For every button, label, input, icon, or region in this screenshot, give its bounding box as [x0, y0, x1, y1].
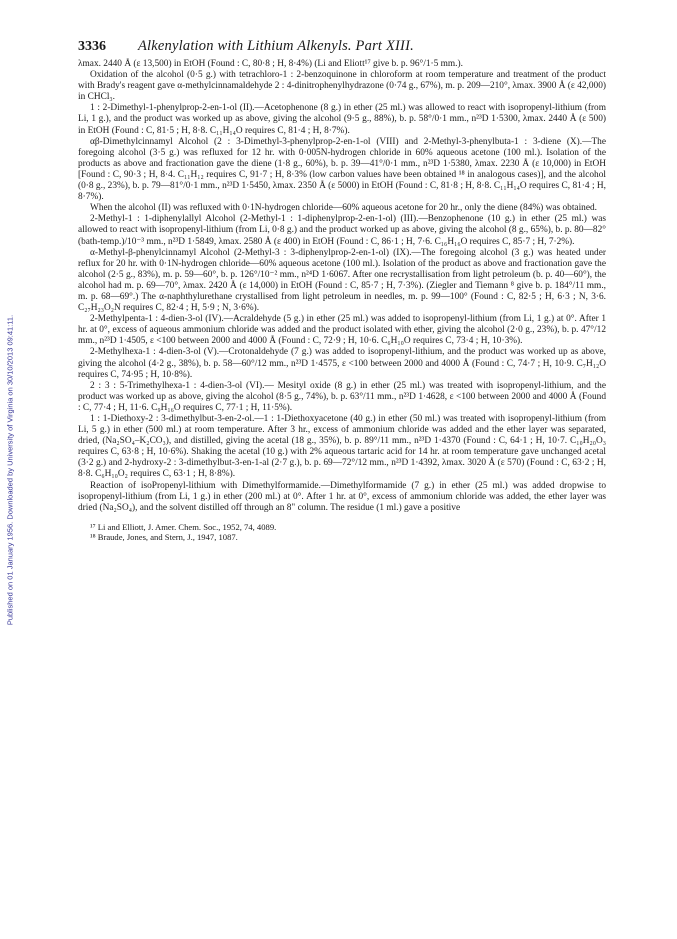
paragraph: 2 : 3 : 5-Trimethylhexa-1 : 4-dien-3-ol (VI).— Mesityl oxide (8 g.) in ether (25 ml.) was treated with isopropenyl-lithium, and the product was worked up as above, giving the alcohol (8·5 g., 74%), b. p. 63°/11 mm., n²³D 1·4628, ε <100 between 2000 and 4000 Å (Found : C, 77·4 ; H, 11·6. C₉H₁₆O requires C, 77·1 ; H, 11·5%).	[78, 380, 606, 413]
paragraph: 2-Methyl-1 : 1-diphenylallyl Alcohol (2-Methyl-1 : 1-diphenylprop-2-en-1-ol) (III).—Benzophenone (10 g.) in ether (25 ml.) was allowed to react with isopropenyl-lithium (from Li, 0·8 g.) and the product worked up as above, giving the alcohol (8 g., 65%), b. p. 80—82° (bath-temp.)/10⁻³ mm., n²³D 1·5849, λmax. 2580 Å (ε 400) in EtOH (Found : C, 86·1 ; H, 7·6. C₁₆H₁₆O requires C, 85·7 ; H, 7·2%).	[78, 214, 606, 247]
body-text	[78, 59, 606, 514]
journal-page	[78, 38, 606, 543]
footnote: ¹⁸ Braude, Jones, and Stern, J., 1947, 1087.	[90, 532, 238, 543]
paragraph: 2-Methylhexa-1 : 4-dien-3-ol (V).—Crotonaldehyde (7 g.) was added to isopropenyl-lithium, and the product was worked up as above, giving the alcohol (4·2 g., 38%), b. p. 58—60°/12 mm., n²³D 1·4575, ε <100 between 2000 and 4000 Å (Found : C, 74·7 ; H, 10·9. C₇H₁₂O requires C, 74·95 ; H, 10·8%).	[78, 347, 606, 380]
footnotes	[78, 522, 606, 543]
page-number: 3336	[78, 39, 106, 54]
footnote: ¹⁷ Li and Elliott, J. Amer. Chem. Soc., 1952, 74, 4089.	[90, 521, 277, 532]
paragraph: λmax. 2440 Å (ε 13,500) in EtOH (Found : C, 80·8 ; H, 8·4%) (Li and Eliott¹⁷ give b. p. 96°/1·5 mm.).	[78, 59, 463, 69]
paragraph: 1 : 2-Dimethyl-1-phenylprop-2-en-1-ol (II).—Acetophenone (8 g.) in ether (25 ml.) was allowed to react with isopropenyl-lithium (from Li, 1 g.), and the product was worked up as above, giving the alcohol (9·5 g., 88%), b. p. 58°/0·1 mm., n²³D 1·5300, λmax. 2440 Å (ε 500) in EtOH (Found : C, 81·5 ; H, 8·8. C₁₁H₁₄O requires C, 81·4 ; H, 8·7%).	[78, 103, 606, 136]
paragraph: αβ-Dimethylcinnamyl Alcohol (2 : 3-Dimethyl-3-phenylprop-2-en-1-ol (VIII) and 2-Methyl-3-phenylbuta-1 : 3-diene (X).—The foregoing alcohol (3·5 g.) was refluxed for 12 hr. with 0·005N-hydrogen chloride in 60% aqueous acetone (100 ml.). Isolation of the products as above and fractionation gave the diene (1·8 g., 60%), b. p. 39—41°/0·1 mm., n²³D 1·5380, λmax. 2230 Å (ε 10,000) in EtOH [Found : C, 90·3 ; H, 8·4. C₁₁H₁₂ requires C, 91·7 ; H, 8·3% (low carbon values have been obtained ¹⁸ in analogous cases)], and the alcohol (0·8 g., 23%), b. p. 79—81°/0·1 mm., n²³D 1·5450, λmax. 2350 Å (ε 5000) in EtOH (Found : C, 81·8 ; H, 8·8. C₁₁H₁₄O requires C, 81·4 ; H, 8·7%).	[78, 136, 606, 203]
paragraph: 2-Methylpenta-1 : 4-dien-3-ol (IV).—Acraldehyde (5 g.) in ether (25 ml.) was added to isopropenyl-lithium (from Li, 1 g.) at 0°. After 1 hr. at 0°, excess of aqueous ammonium chloride was added and the product isolated with ether, giving the alcohol (2·0 g., 23%), b. p. 47°/12 mm., n²³D 1·4505, ε <100 between 2000 and 4000 Å (Found : C, 72·9 ; H, 10·6. C₆H₁₀O requires C, 73·4 ; H, 10·3%).	[78, 314, 606, 347]
paragraph: 1 : 1-Diethoxy-2 : 3-dimethylbut-3-en-2-ol.—1 : 1-Diethoxyacetone (40 g.) in ether (50 ml.) was treated with isopropenyl-lithium (from Li, 5 g.) in ether (500 ml.) at room temperature. After 3 hr., excess of ammonium chloride was added and the ether layer was separated, dried, (Na₂SO₄–K₂CO₃), and distilled, giving the acetal (18 g., 35%), b. p. 89°/11 mm., n²³D 1·4370 (Found : C, 64·1 ; H, 10·7. C₁₀H₂₀O₃ requires C, 63·8 ; H, 10·6%). Shaking the acetal (10 g.) with 2% aqueous tartaric acid for 14 hr. at room temperature gave unchanged acetal (3·2 g.) and 2-hydroxy-2 : 3-dimethylbut-3-en-1-al (2·7 g.), b. p. 69—72°/12 mm., n²³D 1·4392, λmax. 3020 Å (ε 570) (Found : C, 63·2 ; H, 8·8. C₆H₁₀O₂ requires C, 63·1 ; H, 8·8%).	[78, 414, 606, 480]
download-notice: Published on 01 January 1956. Downloaded by University of Virginia on 30/10/2013 09:41:11.	[5, 314, 15, 626]
paragraph: When the alcohol (II) was refluxed with 0·1N-hydrogen chloride—60% aqueous acetone for 20 hr., only the diene (84%) was obtained.	[90, 203, 597, 214]
paragraph: α-Methyl-β-phenylcinnamyl Alcohol (2-Methyl-3 : 3-diphenylprop-2-en-1-ol) (IX).—The foregoing alcohol (3 g.) was heated under reflux for 20 hr. with 0·1N-hydrogen chloride—60% aqueous acetone (100 ml.). Isolation of the product as above and fractionation gave the alcohol (2·5 g., 83%), m. p. 59—60°, b. p. 126°/10⁻² mm., n²⁴D 1·6067. After one recrystallisation from light petroleum (b. p. 40—60°), the alcohol had m. p. 69—70°, λmax. 2420 Å (ε 14,000) in EtOH (Found : C, 85·7 ; H, 7·3%). (Ziegler and Tiemann ⁸ give b. p. 184°/11 mm., m. p. 68—69°.) The α-naphthylurethane crystallised from light petroleum in needles, m. p. 99—100° (Found : C, 82·5 ; H, 6·3 ; N, 3·6. C₂₇H₂₃O₂N requires C, 82·4 ; H, 5·9 ; N, 3·6%).	[78, 247, 606, 314]
page-header	[78, 38, 606, 55]
running-head: Alkenylation with Lithium Alkenyls. Part XIII.	[138, 38, 414, 54]
paragraph: Oxidation of the alcohol (0·5 g.) with tetrachloro-1 : 2-benzoquinone in chloroform at room temperature and treatment of the product with Brady's reagent gave α-methylcinnamaldehyde 2 : 4-dinitrophenylhydrazone (0·74 g., 67%), m. p. 209—210°, λmax. 3900 Å (ε 42,000) in CHCl₃.	[78, 70, 606, 103]
paragraph: Reaction of isoPropenyl-lithium with Dimethylformamide.—Dimethylformamide (7 g.) in ether (25 ml.) was added dropwise to isopropenyl-lithium (from Li, 1 g.) in ether (200 ml.) at 0°. After 1 hr. at 0°, excess of ammonium chloride was added, the ether layer was dried (Na₂SO₄), and the solvent distilled off through an 8" column. The residue (1 ml.) gave a positive	[78, 480, 606, 513]
side-note	[4, 90, 16, 850]
